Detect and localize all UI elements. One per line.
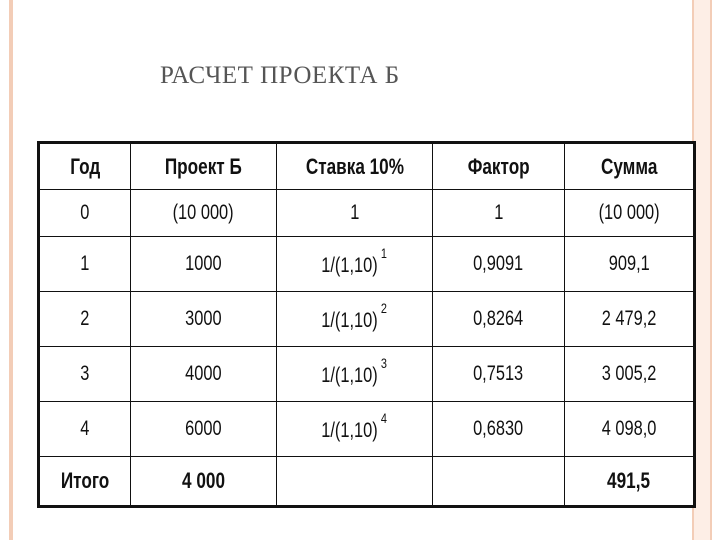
cell-rate: $1/(1,10)^1$: [277, 237, 433, 292]
cell-sum: (10 000): [565, 190, 695, 237]
table-row: [39, 292, 695, 347]
cell-rate: $1/(1,10)^4$: [277, 402, 433, 457]
header-cell-sum: Сумма: [565, 143, 695, 190]
project-b-table: [37, 141, 696, 508]
cell-project: 4000: [131, 347, 277, 402]
table-total-row: [39, 457, 695, 507]
cell-project: 3000: [131, 292, 277, 347]
cell-factor: 0,7513: [433, 347, 565, 402]
cell-year: 4: [39, 402, 131, 457]
cell-total-rate: [277, 457, 433, 507]
cell-year: 0: [39, 190, 131, 237]
cell-sum: 909,1: [565, 237, 695, 292]
header-cell-year: Год: [39, 143, 131, 190]
table-row: [39, 402, 695, 457]
table-row: [39, 237, 695, 292]
cell-project: 1000: [131, 237, 277, 292]
cell-total-project: 4 000: [131, 457, 277, 507]
cell-rate: $1/(1,10)^3$: [277, 347, 433, 402]
header-cell-project: Проект Б: [131, 143, 277, 190]
cell-sum: 4 098,0: [565, 402, 695, 457]
cell-year: 3: [39, 347, 131, 402]
cell-rate: 1: [277, 190, 433, 237]
cell-total-sum: 491,5: [565, 457, 695, 507]
table-row: [39, 190, 695, 237]
slide-title: РАСЧЕТ ПРОЕКТА Б: [160, 62, 400, 89]
rate-exponent: 4: [381, 409, 388, 426]
rate-exponent: 3: [381, 354, 388, 371]
cell-sum: 2 479,2: [565, 292, 695, 347]
cell-project: (10 000): [131, 190, 277, 237]
cell-year: 1: [39, 237, 131, 292]
rate-exponent: 2: [381, 299, 388, 316]
cell-project: 6000: [131, 402, 277, 457]
cell-factor: 0,6830: [433, 402, 565, 457]
table-row: [39, 347, 695, 402]
cell-total-label: Итого: [39, 457, 131, 507]
header-cell-factor: Фактор: [433, 143, 565, 190]
slide-frame-left-border: [9, 0, 13, 540]
rate-exponent: 1: [381, 244, 388, 261]
cell-total-factor: [433, 457, 565, 507]
cell-sum: 3 005,2: [565, 347, 695, 402]
cell-factor: 0,8264: [433, 292, 565, 347]
cell-rate: $1/(1,10)^2$: [277, 292, 433, 347]
cell-year: 2: [39, 292, 131, 347]
table-header-row: [39, 143, 695, 190]
header-cell-rate: Ставка 10%: [277, 143, 433, 190]
cell-factor: 0,9091: [433, 237, 565, 292]
cell-factor: 1: [433, 190, 565, 237]
